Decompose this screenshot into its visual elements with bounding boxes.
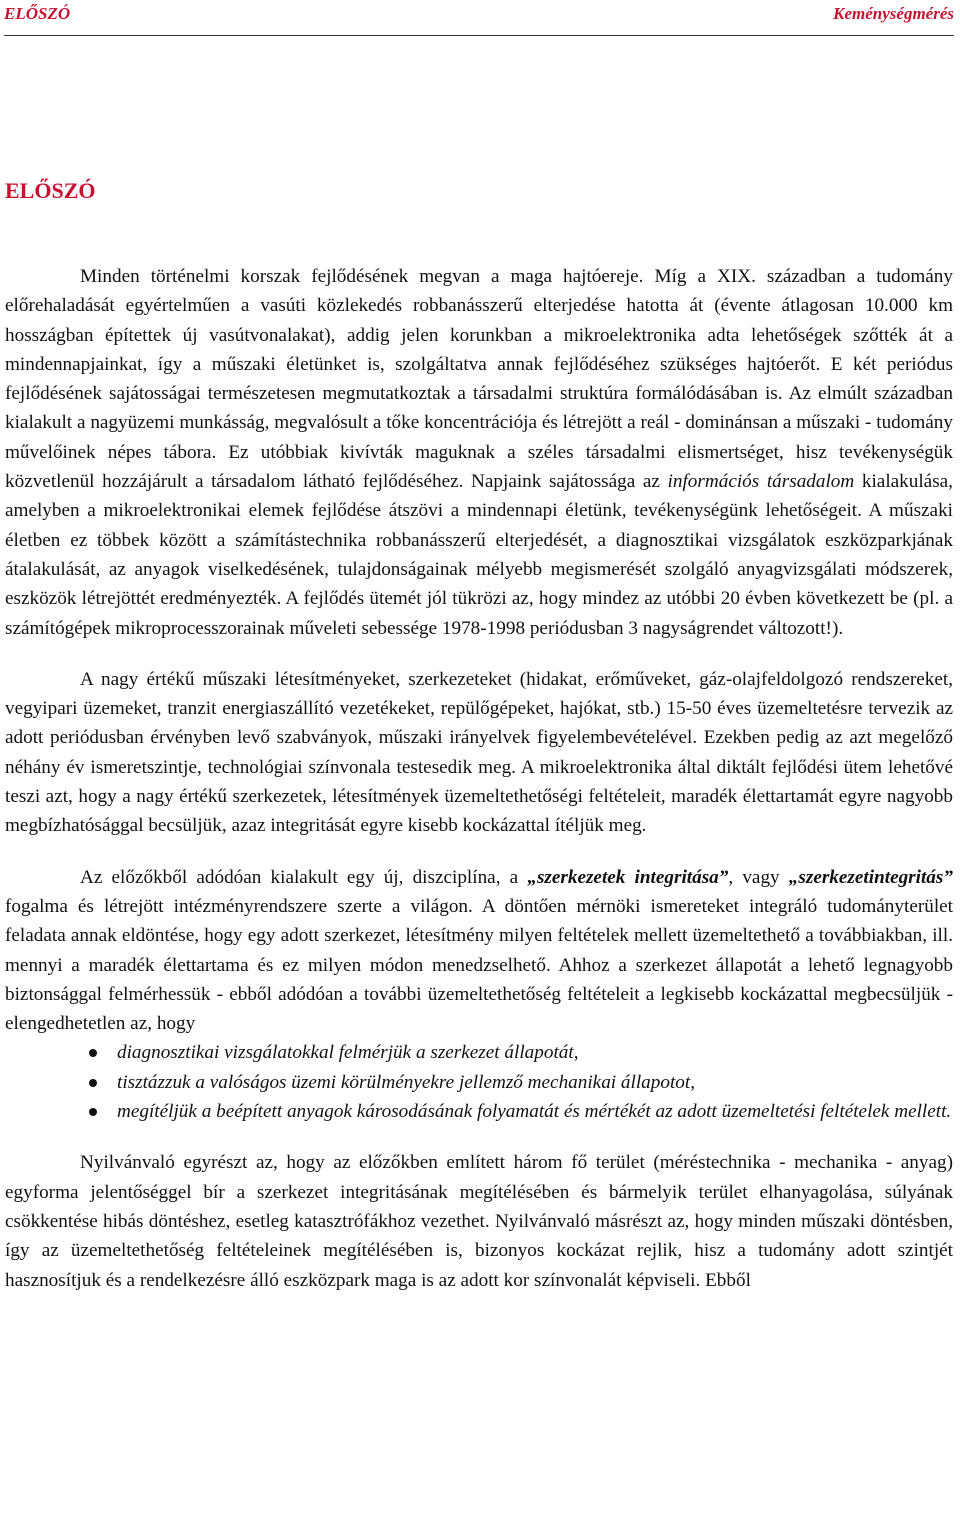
bullet-text: tisztázzuk a valóságos üzemi körülményekre jellemző mechanikai állapotot,	[117, 1071, 696, 1093]
paragraph-1	[5, 262, 953, 643]
section-title: ELŐSZÓ	[5, 178, 96, 203]
bullet-icon	[89, 1108, 97, 1116]
running-header	[4, 4, 954, 36]
paragraph-3-text-a: Az előzőkből adódóan kialakult egy új, diszciplína, a	[80, 866, 528, 888]
bullet-item	[117, 1097, 953, 1126]
bullet-item	[117, 1068, 953, 1097]
paragraph-2: A nagy értékű műszaki létesítményeket, szerkezeteket (hidakat, erőműveket, gáz-olajfeldolgozó rendszereket, vegyipari üzemeket, tranzit energiaszállító vezetékeket, repülőgépeket, hajókat, stb.) 15-50 éves üzemeltetésre tervezik az adott periódusban érvényben levő szabványok, műszaki irányelvek figyelembevételével. Ezekben pedig az azt megelőző néhány év ismeretszintje, technológiai színvonala testesedik meg. A mikroelektronika által diktált fejlődési ütem lehetővé teszi azt, hogy a nagy értékű szerkezetek, létesítmények üzemeltethetőségi feltételeit, maradék élettartamát egyre nagyobb megbízhatósággal becsüljük, azaz integritását egyre kisebb kockázattal ítéljük meg.	[5, 668, 953, 837]
paragraph-3-text-c: fogalma és létrejött intézményrendszere szerte a világon. A döntően mérnöki ismereteket integráló tudományterület feladata annak eldöntése, hogy egy adott szerkezet, létesítmény milyen feltételek mellett üzemeltethető a továbbiakban, ill. mennyi a maradék élettartama és ez milyen módon menedzselhető. Ahhoz a szerkezet állapotát a lehető legnagyobb biztonsággal felmérhessük - ebből adódóan a további üzemeltethetőség feltételeit a legkisebb kockázattal megbecsüljük - elengedhetetlen az, hogy	[5, 895, 953, 1035]
paragraph-3-text-b: , vagy	[728, 866, 789, 888]
bullet-icon	[89, 1079, 97, 1087]
paragraph-1-text-b: kialakulása, amelyben a mikroelektronikai elemek fejlődése átszövi a mindennapi életünk, tevékenységünk lehetőségeit. A műszaki életben ez többek között a számítástechnika robbanásszerű elterjedését, a diagnosztikai vizsgálatok eszközparkjának átalakulását, az anyagok viselkedésének, tulajdonságainak mélyebb megismerését szolgáló anyagvizsgálati módszerek, eszközök létrejöttét eredményezték. A fejlődés ütemét jól tükrözi az, hogy mindez az utóbbi 20 évben következett be (pl. a számítógépek mikroprocesszorainak műveleti sebessége 1978-1998 periódusban 3 nagyságrendet változott!).	[5, 471, 953, 639]
paragraph-1-emphasis: információs társadalom	[667, 471, 855, 493]
bullet-list	[5, 1038, 953, 1126]
bullet-item	[117, 1038, 953, 1067]
paragraph-3-term-1: „szerkezetek integritása”	[527, 866, 729, 888]
paragraph-1-text-a: Minden történelmi korszak fejlődésének megvan a maga hajtóereje. Míg a XIX. században a tudomány előrehaladását egyértelműen a vasúti közlekedés robbanásszerű elterjedése hatotta át (évente átlagosan 10.000 km hosszágban építettek új vasútvonalakat), addig jelen korunkban a mikroelektronika adta lehetőségek szőtték át a mindennapjainkat, így a műszaki életünket is, szolgáltatva annak fejlődéséhez szükséges hajtóerőt. E két periódus fejlődésének sajátosságai természetesen megmutatkoztak a társadalmi struktúra formálódásában is. Az elmúlt században kialakult a nagyüzemi munkásság, megvalósult a tőke koncentrációja és létrejött a reál - dominánsan a műszaki - tudomány művelőinek népes tábora. Ez utóbbiak kivívták maguknak a széles társadalmi elismertséget, hisz tevékenységük közvetlenül hozzájárult a társadalom látható fejlődéséhez. Napjaink sajátossága az	[5, 266, 953, 493]
bullet-text: megítéljük a beépített anyagok károsodásának folyamatát és mértékét az adott üzemeltetési feltételek mellett.	[117, 1101, 952, 1123]
bullet-text: diagnosztikai vizsgálatokkal felmérjük a szerkezet állapotát,	[117, 1042, 579, 1064]
bullet-icon	[89, 1049, 97, 1057]
header-book-title: Keménységmérés	[833, 4, 954, 23]
paragraph-3-term-2: „szerkezetintegritás”	[788, 866, 953, 888]
body-text	[5, 262, 953, 1295]
header-chapter-title: ELŐSZÓ	[4, 4, 71, 23]
paragraph-3	[5, 863, 953, 1039]
paragraph-4: Nyilvánvaló egyrészt az, hogy az előzőkben említett három fő terület (méréstechnika - mechanika - anyag) egyforma jelentőséggel bír a szerkezet integritásának megítélésében és bármelyik terület elhanyagolása, súlyának csökkentése hibás döntéshez, esetleg katasztrófákhoz vezethet. Nyilvánvaló másrészt az, hogy minden műszaki döntésben, így az üzemeltethetőség feltételeinek megítélésében is, bizonyos kockázat rejlik, hisz a tudomány adott szintjét hasznosítjuk és a rendelkezésre álló eszközpark maga is az adott kor színvonalát képviseli. Ebből	[5, 1152, 953, 1291]
